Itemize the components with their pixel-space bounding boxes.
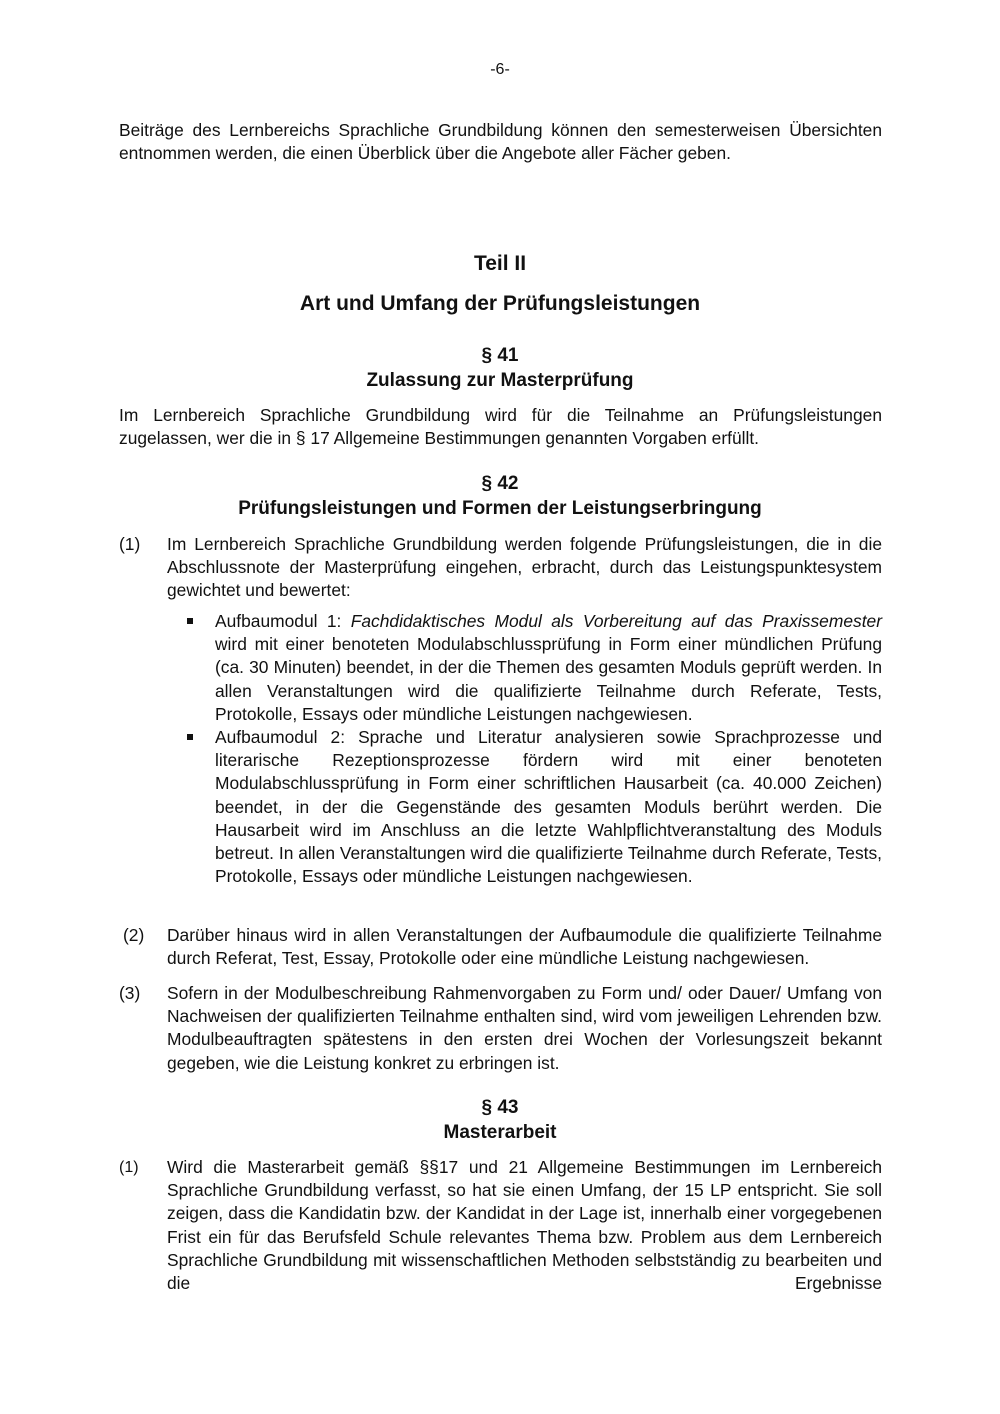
section-41-text: Im Lernbereich Sprachliche Grundbildung wird für die Teilnahme an Prüfungsleistungen zugelassen, wer die in § 17 Allgemeine Bestimmungen genannten Vorgaben erfüllt.	[119, 405, 882, 449]
section-43-title: Masterarbeit	[443, 1122, 557, 1143]
section-42-para-1-text: Im Lernbereich Sprachliche Grundbildung werden folgende Prüfungsleistungen, die in die Abschlussnote der Masterprüfung eingehen, erbracht, durch das Leistungspunktesystem gewichtet und bewertet:	[167, 534, 882, 601]
section-41-number: § 41	[481, 345, 519, 366]
section-41-title: Zulassung zur Masterprüfung	[366, 370, 634, 391]
section-42-title: Prüfungsleistungen und Formen der Leistungserbringung	[238, 498, 762, 519]
bullet-marker	[187, 734, 193, 740]
bullet-1-rest: wird mit einer benoteten Modulabschlussprüfung in Form einer mündlichen Prüfung (ca. 30 Minuten) beendet, in der die Themen des gesamten Moduls geprüft werden. In allen Veranstaltungen wird die qualifizierte Teilnahme durch Referate, Tests, Protokolle, Essays oder mündliche Leistungen nachgewiesen.	[215, 634, 882, 724]
bullet-1-lead: Aufbaumodul 1:	[215, 611, 351, 631]
section-42-para-1-number: (1)	[119, 534, 141, 554]
section-42-number: § 42	[481, 473, 519, 494]
part-subtitle: Art und Umfang der Prüfungsleistungen	[299, 292, 701, 315]
part-title: Teil II	[473, 252, 527, 275]
bullet-item-2: Aufbaumodul 2: Sprache und Literatur analysieren sowie Sprachprozesse und literarische Rezeptionsprozesse fördern wird mit einer benoteten Modulabschlussprüfung in Form einer schriftlichen Hausarbeit (ca. 40.000 Zeichen) beendet, in der die Gegenstände des gesamten Moduls berührt werden. Die Hausarbeit wird im Anschluss an die letzte Wahlpflichtveranstaltung des Moduls betreut. In allen Veranstaltungen wird die qualifizierte Teilnahme durch Referate, Tests, Protokolle, Essays oder mündliche Leistungen nachgewiesen.	[215, 727, 882, 887]
bullet-1-module-title: Fachdidaktisches Modul als Vorbereitung auf das Praxissemester	[350, 611, 882, 631]
page-number: -6-	[490, 61, 510, 78]
section-42-para-3-number: (3)	[119, 983, 141, 1003]
section-42-para-3-text: Sofern in der Modulbeschreibung Rahmenvorgaben zu Form und/ oder Dauer/ Umfang von Nachweisen der qualifizierten Teilnahme enthalten sind, wird vom jeweiligen Lehrenden bzw. Modulbeauftragten spätestens in den ersten drei Wochen der Vorlesungszeit bekannt gegeben, wie die Leistung konkret zu erbringen ist.	[167, 983, 882, 1073]
section-43-para-1-number: (1)	[119, 1159, 139, 1176]
section-42-para-2-number: (2)	[123, 925, 145, 945]
section-43-para-1-text: Wird die Masterarbeit gemäß §§17 und 21 Allgemeine Bestimmungen im Lernbereich Sprachliche Grundbildung verfasst, so hat sie einen Umfang, der 15 LP entspricht. Sie soll zeigen, dass die Kandidatin bzw. der Kandidat in der Lage ist, innerhalb einer vorgegebenen Frist ein für das Berufsfeld Schule relevantes Thema bzw. Problem aus dem Lernbereich Sprachliche Grundbildung mit wissenschaftlichen Methoden selbstständig zu bearbeiten und die Ergebnisse	[167, 1157, 882, 1294]
section-43-number: § 43	[481, 1097, 519, 1118]
section-42-para-2-text: Darüber hinaus wird in allen Veranstaltungen der Aufbaumodule die qualifizierte Teilnahme durch Referat, Test, Essay, Protokolle oder eine mündliche Leistung nachgewiesen.	[167, 925, 882, 969]
intro-paragraph: Beiträge des Lernbereichs Sprachliche Grundbildung können den semesterweisen Übersichten entnommen werden, die einen Überblick über die Angebote aller Fächer geben.	[119, 120, 882, 164]
bullet-marker	[187, 618, 193, 624]
bullet-item-1	[215, 610, 882, 726]
